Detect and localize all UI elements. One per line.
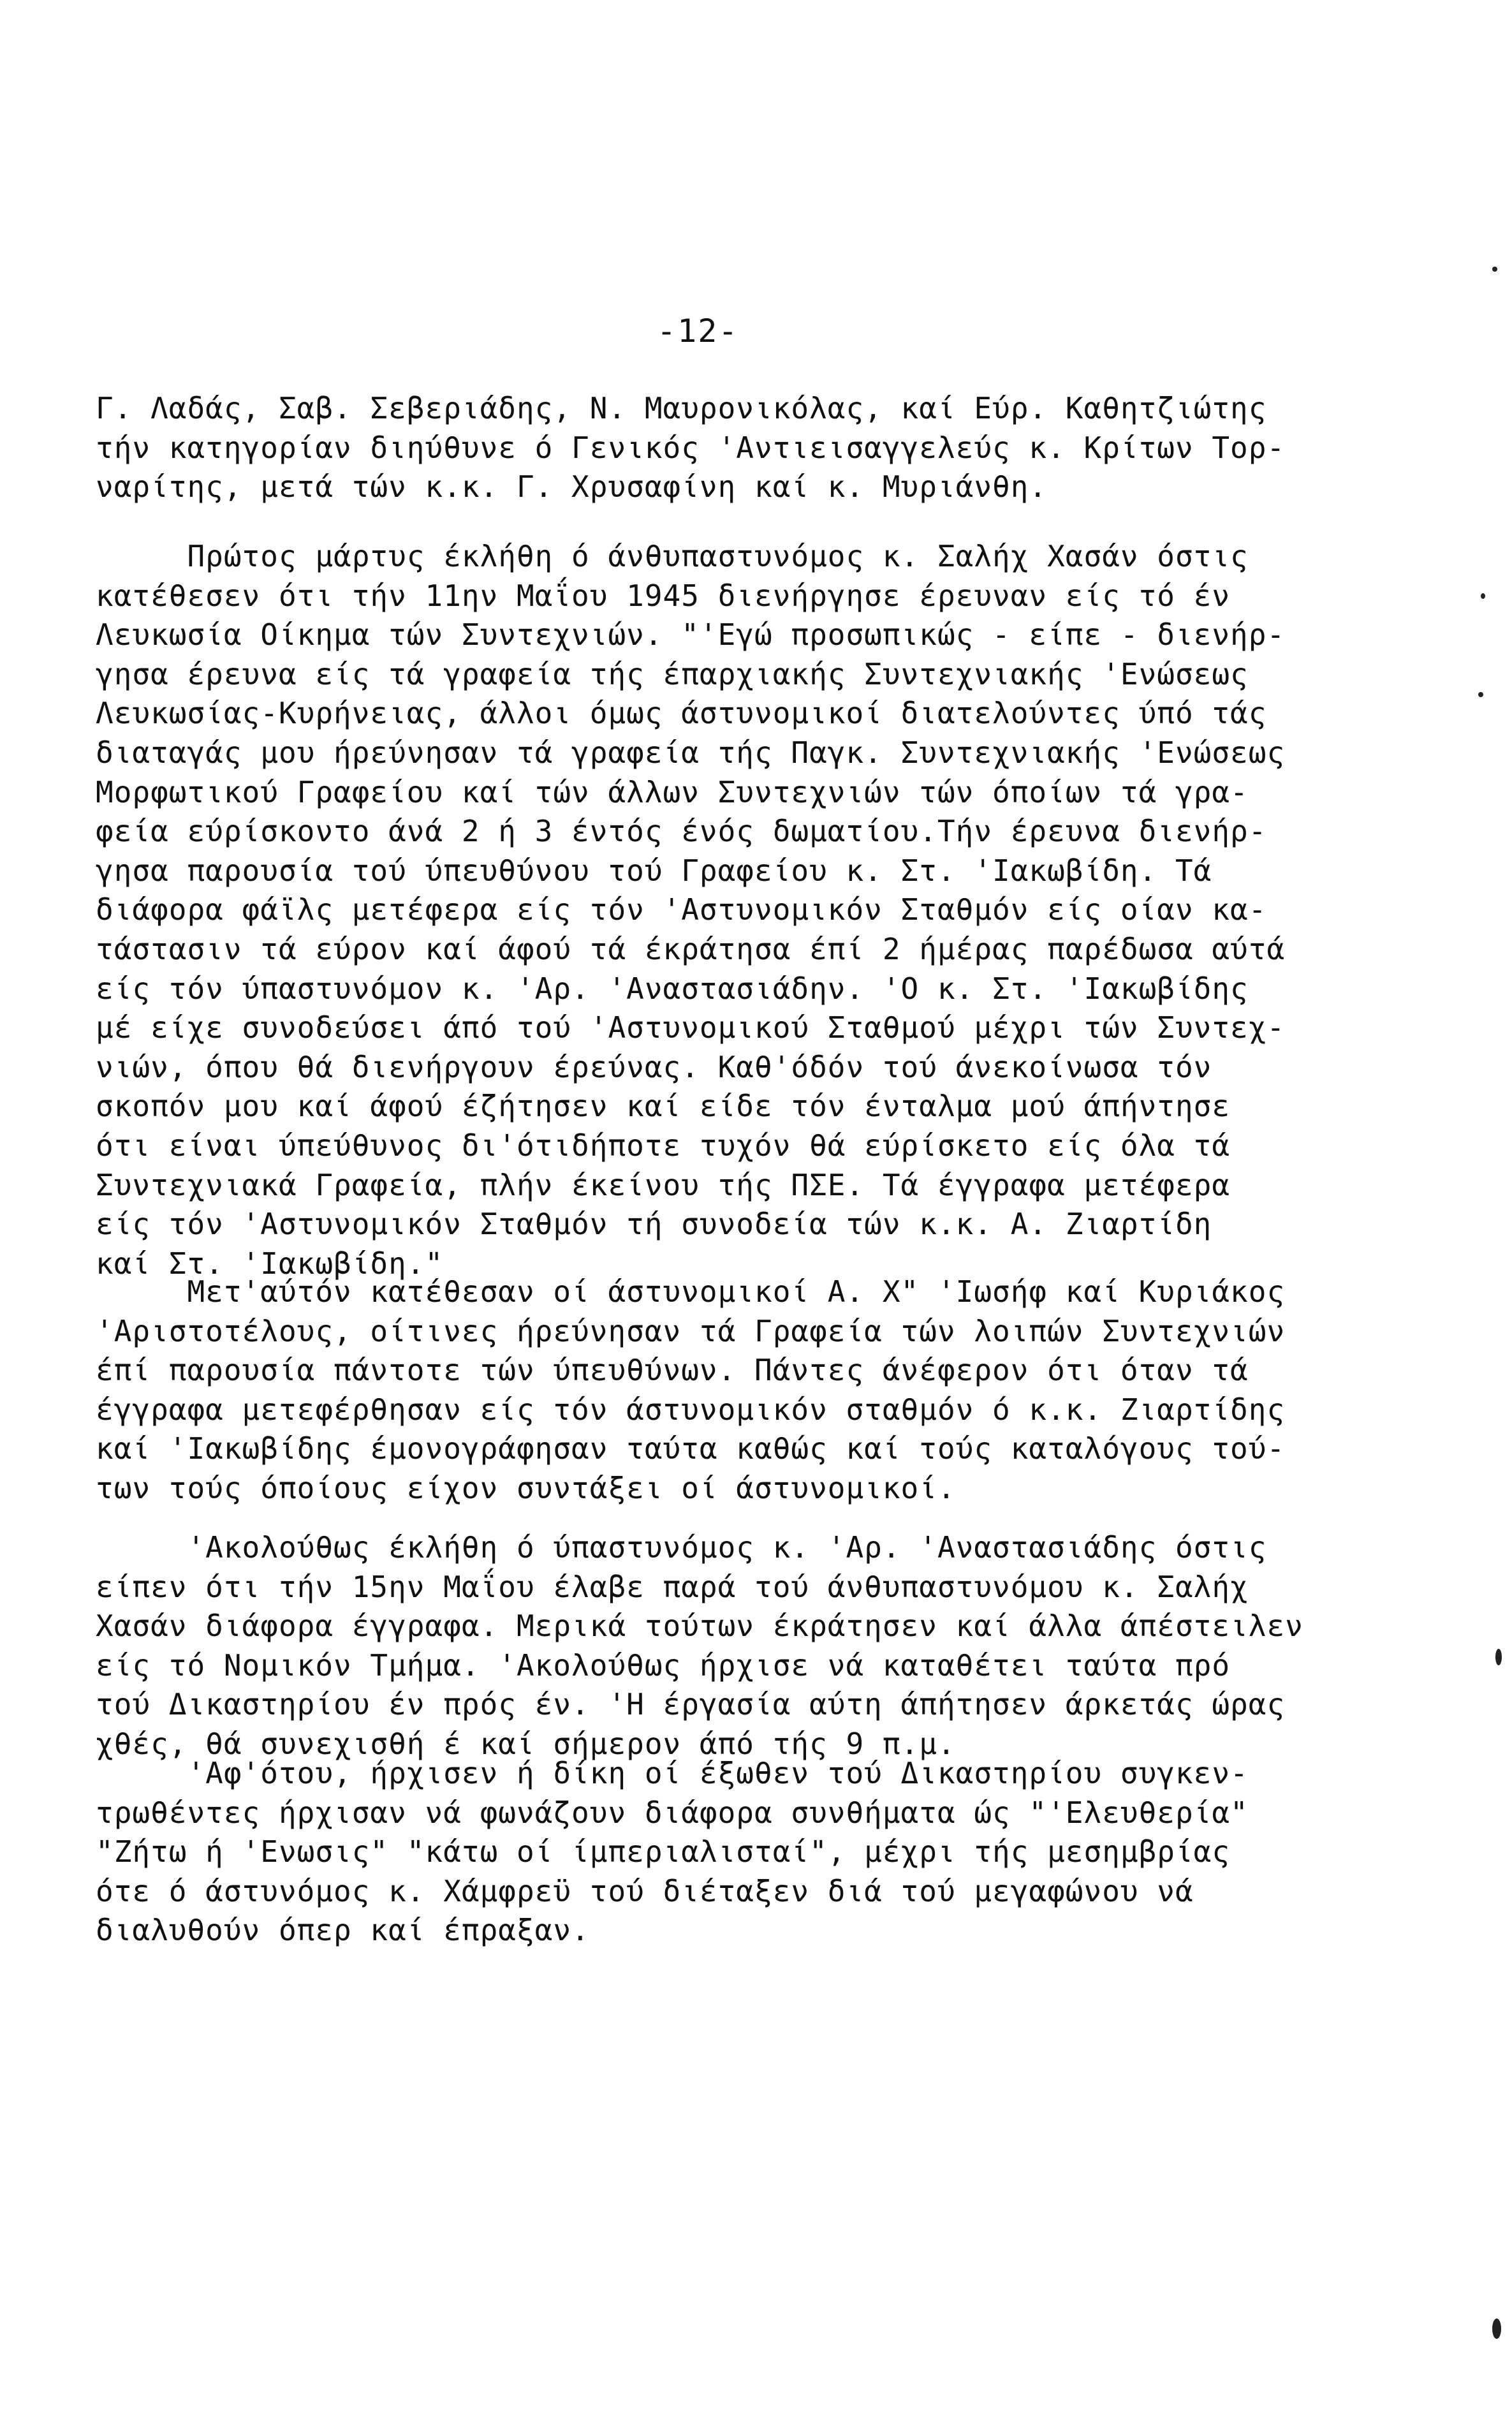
text-line: Λευκωσία Οίκημα τών Συντεχνιών. "'Εγώ προσωπικώς - είπε - διενήρ- (96, 617, 1286, 652)
text-line: γησα παρουσία τού ύπευθύνου τού Γραφείου κ. Στ. 'Ιακωβίδη. Τά (96, 853, 1212, 888)
text-line: ότε ό άστυνόμος κ. Χάμφρεϋ τού διέταξεν διά τού μεγαφώνου νά (96, 1873, 1194, 1908)
text-line: Λευκωσίας-Κυρήνειας, άλλοι όμως άστυνομικοί διατελούντες ύπό τάς (96, 696, 1267, 731)
text-line: Συντεχνιακά Γραφεία, πλήν έκείνου τής ΠΣΕ. Τά έγγραφα μετέφερα (96, 1167, 1231, 1202)
text-line: τρωθέντες ήρχισαν νά φωνάζουν διάφορα συνθήματα ώς "'Ελευθερία" (96, 1795, 1249, 1830)
text-line: είς τό Νομικόν Τμήμα. 'Ακολούθως ήρχισε νά καταθέτει ταύτα πρό (96, 1647, 1231, 1683)
scan-speck (1481, 593, 1485, 599)
paragraph-crowd-outside-court (96, 1754, 1397, 1950)
testimony-paragraph-police-officers (96, 1272, 1397, 1508)
text-line: γησα έρευνα είς τά γραφεία τής έπαρχιακής Συντεχνιακής 'Ενώσεως (96, 656, 1249, 691)
text-line: κατέθεσεν ότι τήν 11ην Μαΐου 1945 διενήργησε έρευναν είς τό έν (96, 578, 1231, 613)
text-line: ναρίτης, μετά τών κ.κ. Γ. Χρυσαφίνη καί κ. Μυριάνθη. (96, 469, 1048, 505)
text-line: 'Αφ'ότου, ήρχισεν ή δίκη οί έξωθεν τού Δικαστηρίου συγκεν- (96, 1756, 1249, 1790)
text-line: νιών, όπου θά διενήργουν έρεύνας. Καθ'όδόν τού άνεκοίνωσα τόν (96, 1049, 1212, 1084)
text-line: Πρώτος μάρτυς έκλήθη ό άνθυπαστυνόμος κ. Σαλήχ Χασάν όστις (96, 539, 1249, 573)
text-line: διαταγάς μου ήρεύνησαν τά γραφεία τής Παγκ. Συντεχνιακής 'Ενώσεως (96, 735, 1286, 770)
text-line: των τούς όποίους είχον συντάξει οί άστυνομικοί. (96, 1470, 956, 1505)
text-line: είς τόν 'Αστυνομικόν Σταθμόν τή συνοδεία τών κ.κ. Α. Ζιαρτίδη (96, 1207, 1212, 1242)
text-line: 'Αριστοτέλους, οίτινες ήρεύνησαν τά Γραφεία τών λοιπών Συντεχνιών (96, 1313, 1286, 1348)
testimony-paragraph-anastasiades (96, 1528, 1397, 1764)
text-line: καί 'Ιακωβίδης έμονογράφησαν ταύτα καθώς καί τούς καταλόγους τού- (96, 1431, 1286, 1466)
text-line: 'Ακολούθως έκλήθη ό ύπαστυνόμος κ. 'Αρ. 'Αναστασιάδης όστις (96, 1530, 1267, 1565)
scan-speck (1492, 2318, 1501, 2339)
text-line: μέ είχε συνοδεύσει άπό τού 'Αστυνομικού Σταθμού μέχρι τών Συντεχ- (96, 1010, 1286, 1045)
scan-speck (1495, 1649, 1502, 1665)
text-line: καί Στ. 'Ιακωβίδη." (96, 1246, 444, 1281)
text-line: διαλυθούν όπερ καί έπραξαν. (96, 1913, 590, 1948)
text-line: είς τόν ύπαστυνόμον κ. 'Αρ. 'Αναστασιάδην. 'Ο κ. Στ. 'Ιακωβίδης (96, 971, 1249, 1006)
text-line: σκοπόν μου καί άφού έζήτησεν καί είδε τόν ένταλμα μού άπήντησε (96, 1089, 1231, 1124)
text-line: έγγραφα μετεφέρθησαν είς τόν άστυνομικόν σταθμόν ό κ.κ. Ζιαρτίδης (96, 1392, 1286, 1427)
text-line: Μετ'αύτόν κατέθεσαν οί άστυνομικοί Α. Χ" 'Ιωσήφ καί Κυριάκος (96, 1274, 1286, 1309)
testimony-paragraph-first-witness (96, 537, 1397, 1283)
text-line: είπεν ότι τήν 15ην Μαΐου έλαβε παρά τού άνθυπαστυνόμου κ. Σαλήχ (96, 1569, 1249, 1604)
text-line: χθές, θά συνεχισθή έ καί σήμερον άπό τής 9 π.μ. (96, 1726, 956, 1761)
text-line: διάφορα φάϊλς μετέφερα είς τόν 'Αστυνομικόν Σταθμόν είς οίαν κα- (96, 892, 1267, 927)
text-line: Γ. Λαδάς, Σαβ. Σεβεριάδης, Ν. Μαυρονικόλας, καί Εύρ. Καθητζιώτης (96, 391, 1267, 425)
scan-speck (1492, 267, 1497, 272)
text-line: τού Δικαστηρίου έν πρός έν. 'Η έργασία αύτη άπήτησεν άρκετάς ώρας (96, 1687, 1286, 1722)
intro-paragraph (96, 389, 1397, 507)
text-line: Μορφωτικού Γραφείου καί τών άλλων Συντεχνιών τών όποίων τά γρα- (96, 774, 1249, 809)
text-line: ότι είναι ύπεύθυνος δι'ότιδήποτε τυχόν θά εύρίσκετο είς όλα τά (96, 1128, 1231, 1163)
text-line: Χασάν διάφορα έγγραφα. Μερικά τούτων έκράτησεν καί άλλα άπέστειλεν (96, 1609, 1303, 1644)
page-number: -12- (657, 313, 739, 350)
text-line: έπί παρουσία πάντοτε τών ύπευθύνων. Πάντες άνέφερον ότι όταν τά (96, 1353, 1249, 1388)
scan-speck (1478, 692, 1483, 697)
text-line: τάστασιν τά εύρον καί άφού τά έκράτησα έπί 2 ήμέρας παρέδωσα αύτά (96, 931, 1286, 966)
text-line: τήν κατηγορίαν διηύθυνε ό Γενικός 'Αντιεισαγγελεύς κ. Κρίτων Τορ- (96, 430, 1286, 465)
text-line: φεία εύρίσκοντο άνά 2 ή 3 έντός ένός δωματίου.Τήν έρευνα διενήρ- (96, 814, 1267, 849)
text-line: "Ζήτω ή 'Ενωσις" "κάτω οί ίμπεριαλισταί", μέχρι τής μεσημβρίας (96, 1834, 1231, 1869)
